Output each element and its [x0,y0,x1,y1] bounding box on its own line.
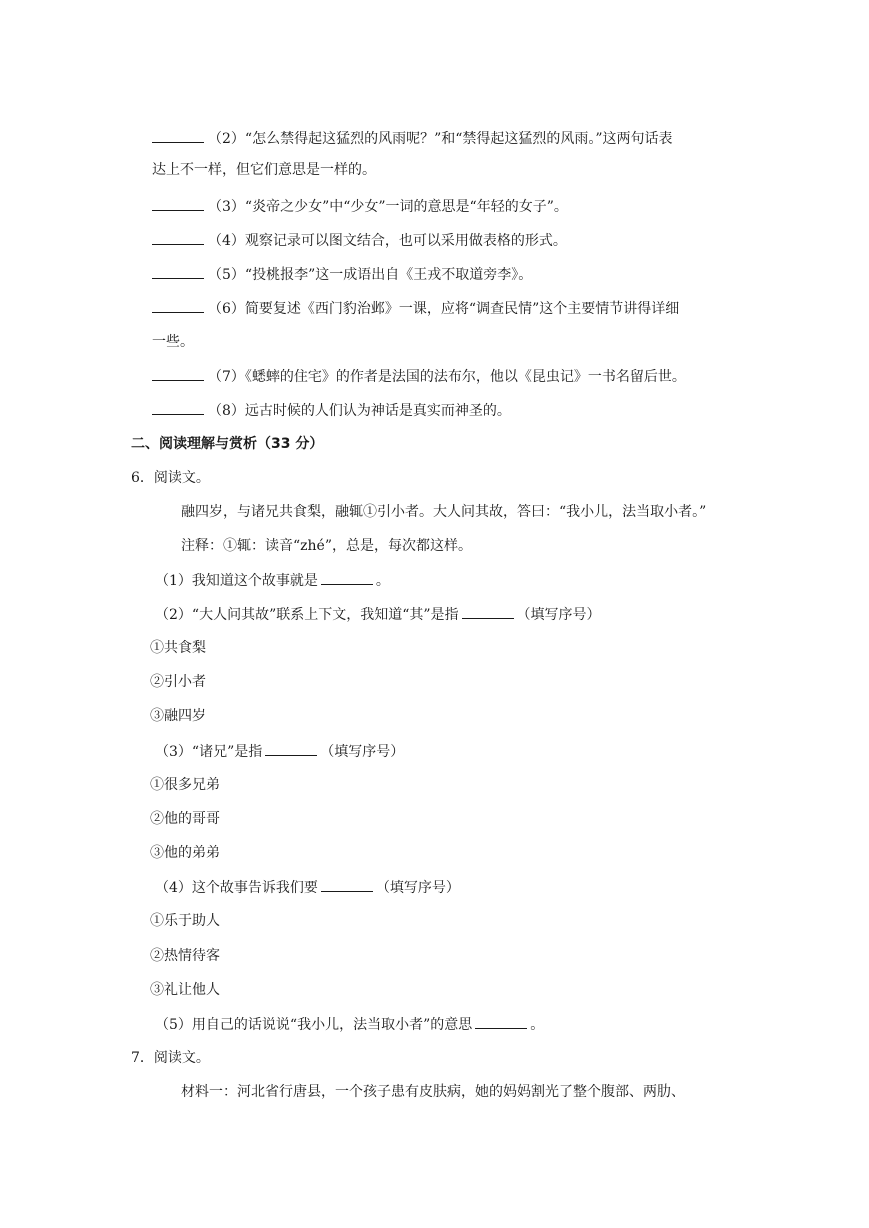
question-7-title: 7．阅读文。 [131,1050,210,1066]
judgment-item-2-cont: 达上不一样，但它们意思是一样的。 [152,162,376,178]
answer-blank[interactable] [152,400,204,415]
answer-blank[interactable] [462,604,514,619]
option-item: ①很多兄弟 [150,777,220,793]
judgment-item-6: （6）简要复述《西门豹治邺》一课，应将“调查民情”这个主要情节讲得详细 [152,298,679,319]
judgment-item-7: （7）《蟋蟀的住宅》的作者是法国的法布尔，他以《昆虫记》一书名留后世。 [152,366,686,387]
judgment-item-4: （4）观察记录可以图文结合，也可以采用做表格的形式。 [152,230,567,251]
question-7-material-1: 材料一：河北省行唐县，一个孩子患有皮肤病，她的妈妈割光了整个腹部、两肋、 [181,1084,685,1100]
option-item: ②他的哥哥 [150,811,220,827]
option-item: ③礼让他人 [150,982,220,998]
sub-question-3: （3）“诸兄”是指 （填写序号） [155,741,404,762]
answer-blank[interactable] [265,741,317,756]
judgment-item-8: （8）远古时候的人们认为神话是真实而神圣的。 [152,400,511,421]
option-item: ②热情待客 [150,948,220,964]
question-6-note: 注释：①辄：读音“zhé”，总是，每次都这样。 [181,538,472,554]
question-6-passage: 融四岁，与诸兄共食梨，融辄①引小者。大人问其故，答曰：“我小儿，法当取小者。” [181,504,707,520]
option-item: ①共食梨 [150,640,206,656]
question-6-title: 6．阅读文。 [131,470,210,486]
sub-question-1: （1）我知道这个故事就是 。 [155,570,390,591]
answer-blank[interactable] [475,1014,527,1029]
judgment-item-5: （5）“投桃报李”这一成语出自《王戎不取道旁李》。 [152,264,532,285]
answer-blank[interactable] [152,196,204,211]
answer-blank[interactable] [152,264,204,279]
answer-blank[interactable] [321,570,373,585]
option-item: ②引小者 [150,674,206,690]
judgment-item-2: （2）“怎么禁得起这猛烈的风雨呢？”和“禁得起这猛烈的风雨。”这两句话表 [152,128,673,149]
section-heading: 二、阅读理解与赏析（33 分） [131,436,324,452]
option-item: ③他的弟弟 [150,845,220,861]
answer-blank[interactable] [152,230,204,245]
sub-question-4: （4）这个故事告诉我们要 （填写序号） [155,877,460,898]
answer-blank[interactable] [152,366,204,381]
answer-blank[interactable] [321,877,373,892]
judgment-item-6-cont: 一些。 [152,334,194,350]
option-item: ①乐于助人 [150,913,220,929]
answer-blank[interactable] [152,298,204,313]
sub-question-5: （5）用自己的话说说“我小儿，法当取小者”的意思 。 [155,1014,544,1035]
sub-question-2: （2）“大人问其故”联系上下文，我知道“其”是指 （填写序号） [155,604,601,625]
judgment-item-3: （3）“炎帝之少女”中“少女”一词的意思是“年轻的女子”。 [152,196,568,217]
option-item: ③融四岁 [150,708,206,724]
answer-blank[interactable] [152,128,204,143]
